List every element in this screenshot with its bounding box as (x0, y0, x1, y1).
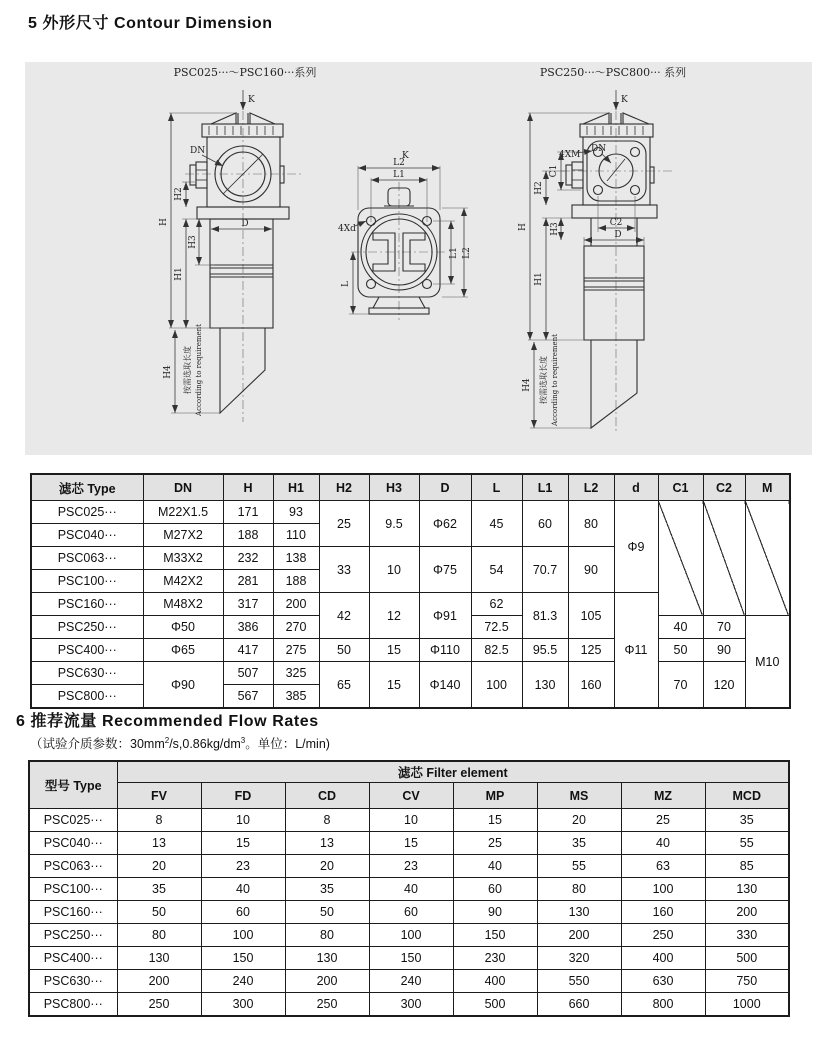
table-cell: 138 (273, 547, 319, 570)
table-cell: 125 (568, 639, 614, 662)
not-applicable-cell (745, 501, 790, 616)
table-cell: 65 (319, 662, 369, 709)
table-cell: 54 (471, 547, 522, 593)
row-label: PSC160··· (29, 901, 117, 924)
col-header-l2: L2 (568, 474, 614, 501)
col-header-h2: H2 (319, 474, 369, 501)
table-cell: 10 (201, 809, 285, 832)
col-header-c1: C1 (658, 474, 703, 501)
table-row (29, 832, 789, 855)
dim-label-4xm: 4XM (559, 150, 581, 160)
table-cell: 300 (201, 993, 285, 1017)
table-cell: 130 (705, 878, 789, 901)
table-row (29, 809, 789, 832)
dim-label-h4: H4 (522, 378, 532, 392)
table-cell: M22X1.5 (143, 501, 223, 524)
table-cell: 200 (273, 593, 319, 616)
table-cell: 200 (537, 924, 621, 947)
row-label: PSC800··· (31, 685, 143, 709)
dim-label-d: D (614, 230, 622, 240)
table-cell: 188 (223, 524, 273, 547)
table-cell: Φ91 (419, 593, 471, 639)
table-row (31, 501, 790, 524)
table-cell: 230 (453, 947, 537, 970)
section6-subtitle: （试验介质参数：$30mm^2/s,0.86kg/dm^3$。单位：L/min) (30, 735, 330, 751)
table-cell: 500 (453, 993, 537, 1017)
table-cell: 82.5 (471, 639, 522, 662)
row-label: PSC250··· (29, 924, 117, 947)
table-cell: 150 (201, 947, 285, 970)
table-cell: Φ11 (614, 593, 658, 709)
dim-label-dn: DN (190, 146, 206, 156)
table-cell: Φ50 (143, 616, 223, 639)
table-cell: 150 (369, 947, 453, 970)
table-row (29, 970, 789, 993)
row-label: PSC400··· (29, 947, 117, 970)
dim-label-l: L (341, 281, 351, 287)
table-cell: 110 (273, 524, 319, 547)
not-applicable-cell (703, 501, 745, 616)
table-row (31, 639, 790, 662)
table-cell: 90 (453, 901, 537, 924)
col-header-l: L (471, 474, 522, 501)
table-cell: 40 (369, 878, 453, 901)
col-header-mcd: MCD (705, 783, 789, 809)
table-cell: 13 (285, 832, 369, 855)
table-cell: 10 (369, 809, 453, 832)
table-cell: 200 (705, 901, 789, 924)
table-cell: M48X2 (143, 593, 223, 616)
table-cell: 160 (621, 901, 705, 924)
table-cell: 85 (705, 855, 789, 878)
table-cell: 320 (537, 947, 621, 970)
not-applicable-cell (658, 501, 703, 616)
table-header-row (29, 761, 789, 783)
col-header-d: D (419, 474, 471, 501)
table-cell: 15 (369, 832, 453, 855)
dim-label-k: K (402, 151, 409, 161)
dim-label-h4: H4 (163, 365, 173, 379)
length-note-cn: 按需选取长度 (183, 346, 192, 394)
table-cell: 281 (223, 570, 273, 593)
table-cell: 1000 (705, 993, 789, 1017)
row-label: PSC040··· (31, 524, 143, 547)
table-cell: 240 (369, 970, 453, 993)
table-cell: 60 (522, 501, 568, 547)
table-cell: 200 (285, 970, 369, 993)
col-header-m: M (745, 474, 790, 501)
table-cell: Φ65 (143, 639, 223, 662)
table-cell: 550 (537, 970, 621, 993)
table-cell: 63 (621, 855, 705, 878)
table-cell: 55 (537, 855, 621, 878)
col-header-mz: MZ (621, 783, 705, 809)
table-cell: 15 (369, 639, 419, 662)
table-cell: 10 (369, 547, 419, 593)
table-cell: 160 (568, 662, 614, 709)
table-cell: 15 (453, 809, 537, 832)
dim-label-h3: H3 (188, 235, 198, 249)
table-cell: 93 (273, 501, 319, 524)
table-cell: 100 (621, 878, 705, 901)
table-cell: 275 (273, 639, 319, 662)
table-cell: 317 (223, 593, 273, 616)
table-cell: 95.5 (522, 639, 568, 662)
table-cell: 70 (658, 662, 703, 709)
table-cell: 750 (705, 970, 789, 993)
table-cell: 188 (273, 570, 319, 593)
dim-label-h1: H1 (174, 267, 184, 281)
table-cell: 90 (568, 547, 614, 593)
table-cell: 250 (285, 993, 369, 1017)
table-cell: 240 (201, 970, 285, 993)
table-cell: 35 (285, 878, 369, 901)
table-cell: 325 (273, 662, 319, 685)
table-cell: 40 (658, 616, 703, 639)
table-cell: 250 (621, 924, 705, 947)
table-cell: 80 (117, 924, 201, 947)
table-cell: 50 (319, 639, 369, 662)
row-label: PSC160··· (31, 593, 143, 616)
dim-label-k: K (621, 95, 628, 105)
col-header-mp: MP (453, 783, 537, 809)
table-cell: 8 (285, 809, 369, 832)
col-header-type: 滤芯 Type (31, 474, 143, 501)
table-cell: 70 (703, 616, 745, 639)
col-header-ms: MS (537, 783, 621, 809)
col-header-cv: CV (369, 783, 453, 809)
table-cell: 100 (369, 924, 453, 947)
row-label: PSC400··· (31, 639, 143, 662)
table-header-row (31, 474, 790, 501)
dim-label-h3: H3 (550, 222, 560, 236)
table-cell: 400 (621, 947, 705, 970)
col-header-h3: H3 (369, 474, 419, 501)
table-cell: 200 (117, 970, 201, 993)
table-cell: 55 (705, 832, 789, 855)
table-cell: 150 (453, 924, 537, 947)
table-cell: 250 (117, 993, 201, 1017)
row-label: PSC800··· (29, 993, 117, 1017)
table-cell: 25 (621, 809, 705, 832)
dim-label-l1: L1 (449, 247, 459, 259)
table-row (29, 924, 789, 947)
table-cell: 120 (703, 662, 745, 709)
dim-label-c1: C1 (549, 164, 559, 178)
table-cell: 70.7 (522, 547, 568, 593)
technical-drawing (25, 62, 812, 455)
table-cell: 417 (223, 639, 273, 662)
table-cell: 130 (522, 662, 568, 709)
col-header-h1: H1 (273, 474, 319, 501)
table-cell: 20 (285, 855, 369, 878)
table-cell: 270 (273, 616, 319, 639)
table-cell: Φ90 (143, 662, 223, 709)
col-header-dn: DN (143, 474, 223, 501)
table-cell: 171 (223, 501, 273, 524)
col-header-c2: C2 (703, 474, 745, 501)
table-cell: M10 (745, 616, 790, 709)
dim-label-h1: H1 (534, 272, 544, 286)
table-cell: 40 (453, 855, 537, 878)
table-cell: 50 (285, 901, 369, 924)
dim-label-l1: L1 (393, 170, 405, 180)
dim-label-h: H (159, 218, 169, 226)
table-row (29, 878, 789, 901)
table-cell: 42 (319, 593, 369, 639)
row-label: PSC100··· (31, 570, 143, 593)
dim-label-k: K (248, 95, 255, 105)
table-cell: 45 (471, 501, 522, 547)
section5-title: 5 外形尺寸 Contour Dimension (28, 15, 273, 32)
row-label: PSC025··· (29, 809, 117, 832)
table-cell: Φ9 (614, 501, 658, 593)
table-cell: 20 (117, 855, 201, 878)
table-row (29, 947, 789, 970)
table-cell: 80 (537, 878, 621, 901)
row-label: PSC100··· (29, 878, 117, 901)
col-header-fv: FV (117, 783, 201, 809)
table-header-row (29, 783, 789, 809)
dim-label-h: H (518, 223, 528, 231)
table-cell: 9.5 (369, 501, 419, 547)
left-view-psc025-160 (159, 65, 316, 422)
dim-label-c2: C2 (609, 218, 623, 228)
col-header-h: H (223, 474, 273, 501)
table-cell: 20 (537, 809, 621, 832)
table-cell: 507 (223, 662, 273, 685)
dim-label-h2: H2 (534, 181, 544, 195)
table-cell: 12 (369, 593, 419, 639)
flow-rate-table (28, 760, 790, 1017)
col-header-type: 型号 Type (29, 761, 117, 809)
table-cell: 130 (537, 901, 621, 924)
row-label: PSC040··· (29, 832, 117, 855)
table-cell: 33 (319, 547, 369, 593)
table-cell: 100 (201, 924, 285, 947)
length-note-en: According to requirement (195, 324, 203, 416)
table-cell: 35 (117, 878, 201, 901)
table-cell: 23 (369, 855, 453, 878)
col-header-d-small: d (614, 474, 658, 501)
table-cell: 50 (117, 901, 201, 924)
group-header-filter-element: 滤芯 Filter element (117, 761, 789, 783)
row-label: PSC025··· (31, 501, 143, 524)
dim-label-d: D (241, 219, 249, 229)
table-cell: 630 (621, 970, 705, 993)
col-header-l1: L1 (522, 474, 568, 501)
table-cell: 50 (658, 639, 703, 662)
table-cell: Φ75 (419, 547, 471, 593)
table-cell: 23 (201, 855, 285, 878)
table-row (29, 993, 789, 1017)
table-row (31, 662, 790, 685)
table-cell: 130 (117, 947, 201, 970)
dim-label-4xd: 4Xd (338, 224, 356, 234)
table-cell: Φ62 (419, 501, 471, 547)
row-label: PSC250··· (31, 616, 143, 639)
contour-dimension-drawing (25, 62, 812, 455)
table-cell: 60 (201, 901, 285, 924)
table-row (29, 901, 789, 924)
table-cell: 40 (201, 878, 285, 901)
table-cell: 80 (568, 501, 614, 547)
col-header-cd: CD (285, 783, 369, 809)
col-header-fd: FD (201, 783, 285, 809)
table-cell: 400 (453, 970, 537, 993)
series-label-left: PSC025···～PSC160···系列 (173, 66, 317, 79)
table-cell: 60 (369, 901, 453, 924)
table-cell: Φ140 (419, 662, 471, 709)
table-cell: 72.5 (471, 616, 522, 639)
dim-label-dn: DN (591, 144, 607, 154)
length-note-cn: 按需选取长度 (539, 356, 548, 404)
table-cell: 385 (273, 685, 319, 709)
table-cell: 130 (285, 947, 369, 970)
row-label: PSC063··· (29, 855, 117, 878)
right-view-psc250-800 (518, 65, 686, 434)
table-cell: 15 (201, 832, 285, 855)
table-cell: 300 (369, 993, 453, 1017)
row-label: PSC063··· (31, 547, 143, 570)
table-cell: 80 (285, 924, 369, 947)
table-cell: 567 (223, 685, 273, 709)
table-cell: 35 (705, 809, 789, 832)
table-cell: 232 (223, 547, 273, 570)
table-cell: 25 (453, 832, 537, 855)
table-cell: 40 (621, 832, 705, 855)
table-cell: 25 (319, 501, 369, 547)
table-cell: 100 (471, 662, 522, 709)
table-cell: 60 (453, 878, 537, 901)
table-cell: 90 (703, 639, 745, 662)
length-note-en: According to requirement (551, 334, 559, 426)
table-cell: M42X2 (143, 570, 223, 593)
table-cell: M33X2 (143, 547, 223, 570)
table-cell: Φ110 (419, 639, 471, 662)
table-cell: 386 (223, 616, 273, 639)
row-label: PSC630··· (29, 970, 117, 993)
row-label: PSC630··· (31, 662, 143, 685)
section6-title: 6 推荐流量 Recommended Flow Rates (16, 713, 319, 730)
dimension-table (30, 473, 791, 709)
table-cell: 15 (369, 662, 419, 709)
table-cell: 81.3 (522, 593, 568, 639)
top-view (338, 151, 472, 320)
table-cell: 330 (705, 924, 789, 947)
table-cell: 8 (117, 809, 201, 832)
table-cell: 660 (537, 993, 621, 1017)
table-cell: 35 (537, 832, 621, 855)
series-label-right: PSC250···～PSC800··· 系列 (539, 66, 687, 79)
table-cell: 800 (621, 993, 705, 1017)
dim-label-l2: L2 (462, 247, 472, 259)
dim-label-h2: H2 (174, 187, 184, 201)
table-row (29, 855, 789, 878)
table-cell: 105 (568, 593, 614, 639)
table-cell: 62 (471, 593, 522, 616)
table-cell: 13 (117, 832, 201, 855)
dim-label-l2: L2 (393, 158, 405, 168)
table-cell: 500 (705, 947, 789, 970)
table-cell: M27X2 (143, 524, 223, 547)
